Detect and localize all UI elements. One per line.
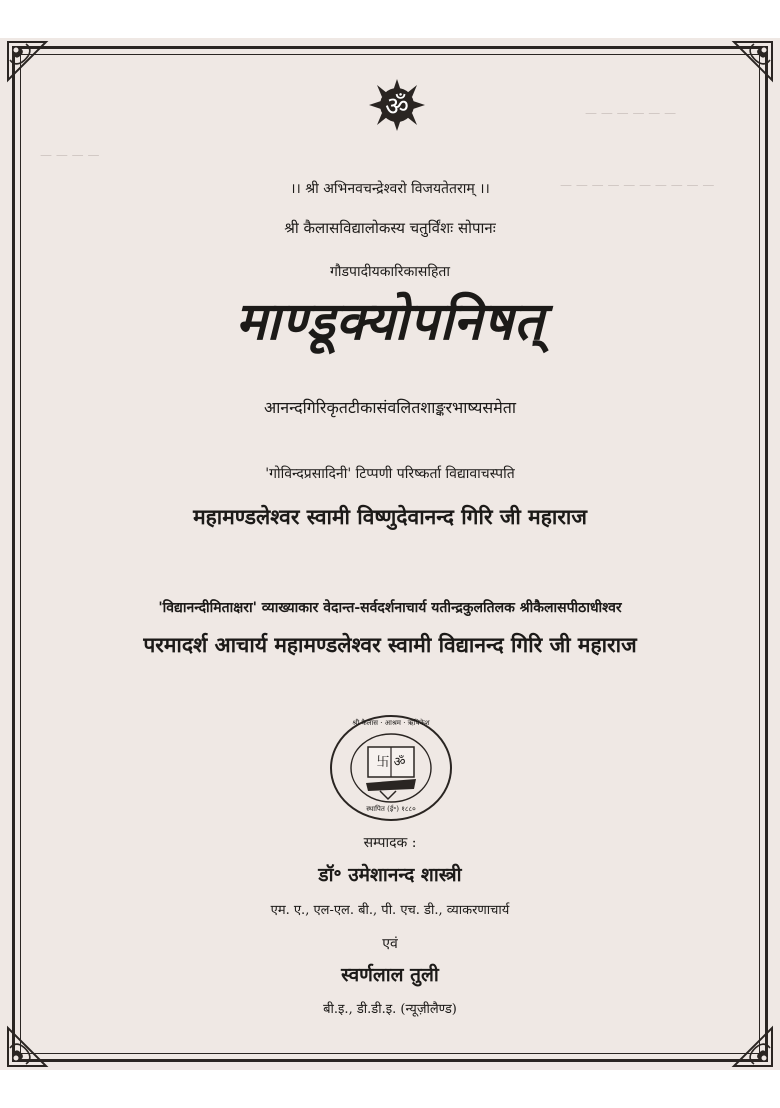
- corner-ornament-icon: [4, 1024, 50, 1070]
- annotator-name: महामण्डलेश्वर स्वामी विष्णुदेवानन्द गिरि जी महाराज: [193, 504, 587, 529]
- bleed-through-text: — — — —: [40, 148, 100, 162]
- seal-ring-bottom: स्थापित (ई॰) १८८०: [366, 805, 416, 813]
- corner-ornament-icon: [730, 1024, 776, 1070]
- ashram-seal: [326, 713, 456, 823]
- subtitle-line: गौडपादीयकारिकासहिता: [330, 264, 450, 280]
- om-symbol: ॐ: [385, 92, 409, 122]
- bleed-through-text: — — — — — — — — — —: [560, 178, 715, 192]
- commentator-name: परमादर्श आचार्य महामण्डलेश्वर स्वामी विद्यानन्द गिरि जी महाराज: [143, 632, 637, 657]
- editor1-qualifications: एम. ए., एल-एल. बी., पी. एच. डी., व्याकरणाचार्य: [270, 903, 510, 918]
- series-line: श्री कैलासविद्यालोकस्य चतुर्विंशः सोपानः: [284, 219, 496, 237]
- corner-ornament-icon: [730, 38, 776, 84]
- annotator-intro: 'गोविन्दप्रसादिनी' टिप्पणी परिष्कर्ता विद्यावाचस्पति: [265, 466, 515, 482]
- seal-center-symbols: 卐 ॐ: [376, 755, 406, 770]
- corner-ornament-icon: [4, 38, 50, 84]
- om-emblem: [367, 77, 427, 133]
- seal-ring-top: श्री कैलास · आश्रम · ऋषिकेश: [352, 719, 430, 727]
- commentary-line: आनन्दगिरिकृतटीकासंवलितशाङ्करभाष्यसमेता: [263, 398, 517, 417]
- editor-label: सम्पादक :: [363, 835, 417, 851]
- conjunction: एवं: [382, 936, 398, 952]
- editor1-name: डॉ॰ उमेशानन्द शास्त्री: [318, 864, 462, 886]
- editor2-name: स्वर्णलाल तुली: [341, 964, 439, 986]
- commentator-intro: 'विद्यानन्दीमिताक्षरा' व्याख्याकार वेदान्त-सर्वदर्शनाचार्य यतीन्द्रकुलतिलक श्रीकैलासपीठाधीश्वर: [158, 600, 622, 616]
- title-page: [0, 38, 780, 1070]
- blessing-line: ।। श्री अभिनवचन्द्रेश्वरो विजयतेतराम् ।।: [290, 181, 490, 197]
- editor2-qualifications: बी.इ., डी.डी.इ. (न्यूज़ीलैण्ड): [323, 1002, 457, 1017]
- book-title: माण्डूक्योपनिषत्: [235, 291, 545, 352]
- bleed-through-text: — — — — — —: [585, 106, 677, 120]
